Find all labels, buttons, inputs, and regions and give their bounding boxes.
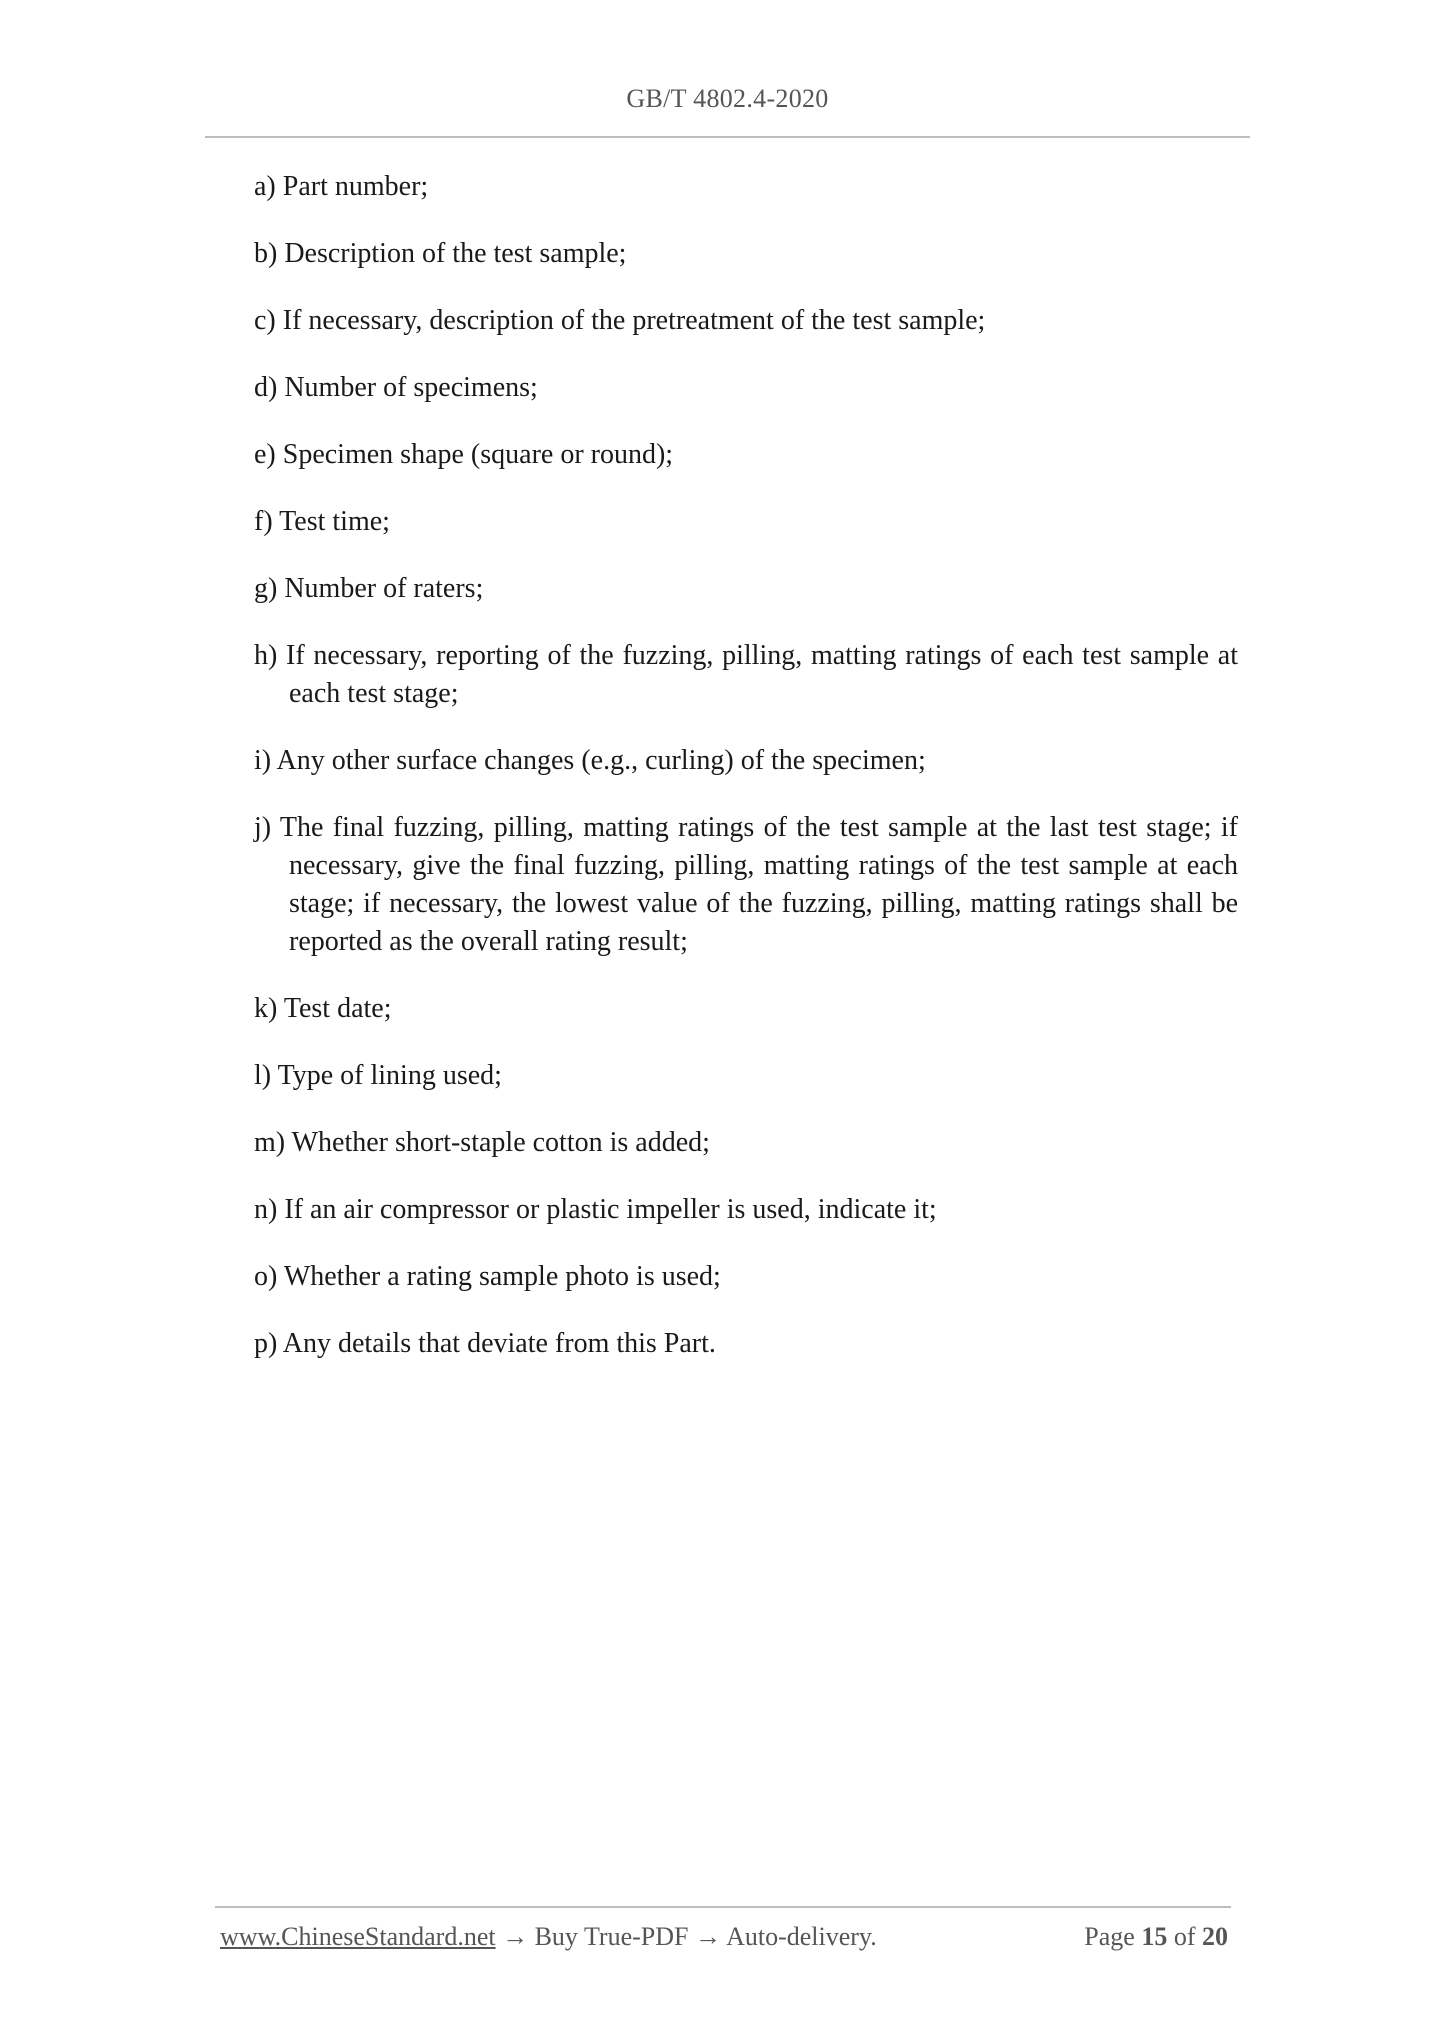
list-item: k) Test date; [254,993,392,1024]
total-pages-number: 20 [1202,1922,1228,1951]
list-item: b) Description of the test sample; [254,238,627,269]
footer-divider [215,1906,1231,1908]
current-page-number: 15 [1141,1922,1168,1951]
arrow-right-icon: → [695,1922,721,1951]
list-item: p) Any details that deviate from this Part. [254,1328,716,1359]
report-item-list [254,168,1238,1392]
buy-text: Buy True-PDF [534,1922,689,1951]
list-item: i) Any other surface changes (e.g., curling) of the specimen; [254,745,926,776]
page-counter [1084,1922,1228,1952]
list-item: a) Part number; [254,171,429,202]
list-item: g) Number of raters; [254,573,484,604]
footer-promo [220,1922,877,1952]
site-link[interactable]: www.ChineseStandard.net [220,1922,496,1951]
page-header: GB/T 4802.4-2020 [626,84,829,113]
list-item: o) Whether a rating sample photo is used; [254,1261,721,1292]
delivery-text: Auto-delivery. [726,1922,877,1951]
list-item: j) The final fuzzing, pilling, matting ratings of the test sample at the last test stage; if necessary, give the final fuzzing, pilling, matting ratings of the test sample at each stage; if necessary, the lowest value of the fuzzing, pilling, matting ratings shall be reported as the overall rating result; [254,812,1238,957]
list-item: l) Type of lining used; [254,1060,502,1091]
list-item: m) Whether short-staple cotton is added; [254,1127,710,1158]
list-item: d) Number of specimens; [254,372,538,403]
list-item: n) If an air compressor or plastic impeller is used, indicate it; [254,1194,937,1225]
list-item: c) If necessary, description of the pretreatment of the test sample; [254,305,986,336]
page-label: Page [1084,1922,1135,1951]
arrow-right-icon: → [502,1922,529,1951]
list-item: h) If necessary, reporting of the fuzzing, pilling, matting ratings of each test sample at each test stage; [254,640,1238,709]
list-item: f) Test time; [254,506,390,537]
header-divider [205,136,1250,138]
page-footer [220,1922,1228,1962]
list-item: e) Specimen shape (square or round); [254,439,674,470]
of-label: of [1173,1922,1196,1951]
